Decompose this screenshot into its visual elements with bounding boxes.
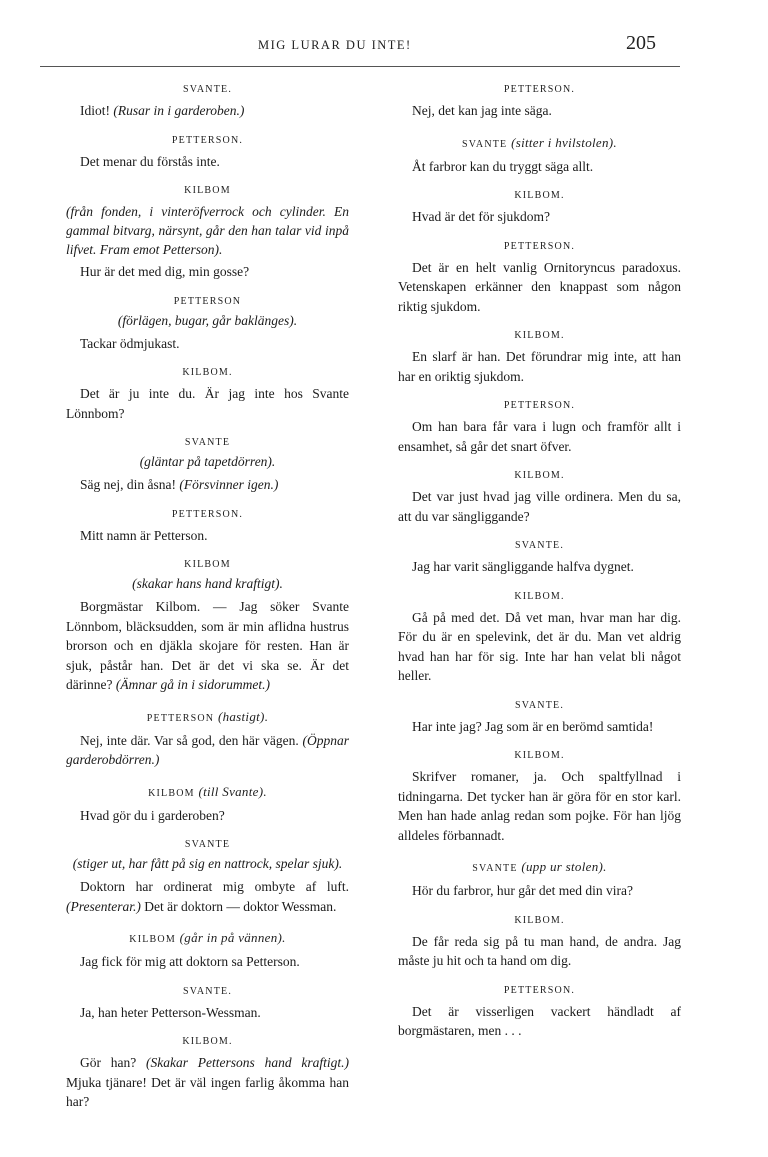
dialogue-line	[398, 417, 681, 456]
speaker-name	[398, 700, 681, 711]
dialogue-block	[66, 930, 349, 972]
speaker-label: SVANTE	[184, 839, 231, 850]
speaker-name	[398, 591, 681, 602]
dialogue-text: Tackar ödmjukast.	[80, 335, 180, 351]
stage-direction: (stiger ut, har fått på sig en nattrock, spelar sjuk).	[72, 856, 343, 871]
speaker-label: PETTERSON.	[503, 240, 576, 252]
stage-direction: (förlägen, bugar, går baklänges).	[117, 312, 298, 328]
dialogue-line	[398, 608, 681, 686]
dialogue-text-continued: Mjuka tjänare! Det är väl ingen farlig åkomma han har?	[66, 1074, 349, 1109]
speaker-label: KILBOM.	[514, 470, 565, 481]
inline-stage-direction: (Rusar in i garderoben.)	[113, 103, 245, 118]
dialogue-line	[398, 347, 681, 386]
speaker-label: SVANTE.	[514, 540, 565, 551]
speaker-stage-direction: (till Svante).	[198, 783, 267, 799]
speaker-name	[398, 750, 681, 761]
dialogue-block	[66, 135, 349, 172]
right-column	[398, 84, 681, 1055]
dialogue-block	[66, 509, 349, 546]
speaker-name	[398, 540, 681, 551]
speaker-label: KILBOM.	[182, 367, 233, 378]
dialogue-line	[66, 806, 349, 826]
dialogue-text: Ja, han heter Petterson-Wessman.	[80, 1004, 261, 1020]
dialogue-line	[398, 717, 681, 737]
page-number: 205	[626, 32, 656, 54]
speaker-stage-direction: (upp ur stolen).	[521, 859, 607, 874]
inline-stage-direction: (Presenterar.)	[66, 898, 141, 914]
speaker-name	[398, 915, 681, 926]
speaker-name	[66, 509, 349, 520]
dialogue-text-continued: Det är doktorn — doktor Wessman.	[144, 898, 337, 914]
speaker-label: KILBOM	[129, 934, 176, 945]
speaker-label: SVANTE	[472, 863, 518, 874]
dialogue-block	[66, 437, 349, 495]
speaker-label: SVANTE	[462, 138, 508, 150]
speaker-label: PETTERSON	[173, 295, 242, 307]
dialogue-text: Gå på med det. Då vet man, hvar man har dig. För du är en spelevink, det är du. Man vet aldrig hvad han har för sig. Inte har han velat bli något heller.	[398, 609, 681, 683]
speaker-name	[398, 470, 681, 481]
speaker-name	[66, 367, 349, 378]
speaker-label: SVANTE	[184, 437, 231, 448]
speaker-name	[66, 296, 349, 307]
dialogue-line	[398, 767, 681, 845]
dialogue-text: Har inte jag? Jag som är en berömd samtida!	[412, 718, 654, 734]
dialogue-line	[398, 1002, 681, 1041]
dialogue-line	[66, 952, 349, 972]
speaker-name	[398, 400, 681, 411]
speaker-name	[398, 190, 681, 201]
dialogue-text: Det är en helt vanlig Ornitoryncus paradoxus. Vetenskapen erkänner den knappast som någon riktig sjukdom.	[398, 259, 681, 314]
dialogue-line	[66, 1053, 349, 1112]
speaker-label: PETTERSON.	[503, 400, 576, 411]
speaker-name	[398, 985, 681, 996]
speaker-stage-direction: (går in på vännen).	[179, 930, 286, 945]
dialogue-block	[66, 185, 349, 282]
dialogue-line	[398, 881, 681, 901]
dialogue-block	[66, 84, 349, 121]
speaker-label: KILBOM	[148, 787, 195, 799]
dialogue-text: Gör han?	[80, 1055, 137, 1070]
dialogue-text: Hör du farbror, hur går det med din vira?	[412, 883, 634, 898]
dialogue-line	[398, 258, 681, 317]
dialogue-line	[398, 101, 681, 121]
speaker-label: KILBOM.	[514, 190, 565, 201]
speaker-name	[398, 330, 681, 341]
dialogue-text: Hvad gör du i garderoben?	[80, 807, 225, 823]
speaker-name	[66, 784, 349, 800]
dialogue-block	[398, 591, 681, 686]
speaker-label: KILBOM.	[514, 330, 565, 341]
dialogue-block	[398, 859, 681, 901]
speaker-name	[398, 84, 681, 95]
dialogue-line	[398, 932, 681, 971]
speaker-label: SVANTE.	[182, 84, 233, 95]
dialogue-line	[398, 207, 681, 227]
dialogue-line	[398, 557, 681, 577]
dialogue-text: Nej, det kan jag inte säga.	[412, 103, 552, 118]
inline-stage-direction: (Försvinner igen.)	[179, 477, 279, 492]
speaker-label: PETTERSON	[146, 712, 215, 724]
dialogue-line	[398, 487, 681, 526]
dialogue-text: Säg nej, din åsna!	[80, 477, 176, 492]
dialogue-text: Åt farbror kan du tryggt säga allt.	[412, 158, 594, 174]
dialogue-line	[66, 475, 349, 495]
dialogue-block	[66, 986, 349, 1023]
inline-stage-direction: (Öppnar garderobdörren.)	[66, 732, 350, 767]
speaker-label: PETTERSON.	[503, 84, 576, 95]
dialogue-line	[66, 526, 349, 546]
speaker-name	[398, 241, 681, 252]
dialogue-text: En slarf är han. Det förundrar mig inte, att han har en oriktig sjukdom.	[398, 349, 681, 384]
dialogue-block	[398, 190, 681, 227]
stage-direction: (gläntar på tapetdörren).	[139, 454, 276, 469]
speaker-name	[66, 839, 349, 850]
dialogue-block	[398, 470, 681, 526]
dialogue-text: Det är ju inte du. Är jag inte hos Svante Lönnbom?	[66, 386, 349, 421]
dialogue-text: De får reda sig på tu man hand, de andra. Jag måste ju hit och ta hand om dig.	[398, 933, 681, 968]
dialogue-block	[398, 241, 681, 317]
dialogue-line	[66, 152, 349, 172]
dialogue-block	[398, 135, 681, 177]
dialogue-line	[66, 877, 349, 916]
speaker-label: SVANTE.	[182, 985, 233, 997]
dialogue-block	[66, 839, 349, 916]
dialogue-text: Skrifver romaner, ja. Och spaltfyllnad i tidningarna. Det tycker han är göra för en stor karl. Men han hade anlag redan som pojke. För han ljög alldeles förbannadt.	[398, 769, 681, 843]
speaker-label: KILBOM.	[182, 1036, 233, 1047]
speaker-label: PETTERSON.	[171, 134, 244, 146]
dialogue-block	[398, 915, 681, 971]
speaker-label: KILBOM.	[514, 914, 565, 926]
speaker-name	[66, 709, 349, 725]
dialogue-line	[398, 157, 681, 177]
dialogue-line	[66, 1003, 349, 1023]
speaker-name	[66, 986, 349, 997]
dialogue-block	[66, 1036, 349, 1112]
speaker-name	[66, 559, 349, 570]
dialogue-block	[398, 540, 681, 577]
stage-direction: (skakar hans hand kraftigt).	[132, 576, 283, 591]
dialogue-text: Borgmästar Kilbom. — Jag söker Svante Lönnbom, bläcksudden, som är min aflidna hustrus brorson och en djäkla skojare för resten. Han är sjuk, påstår han. Det är det vi ska se. Är det därinne?	[66, 599, 349, 692]
speaker-name	[66, 437, 349, 448]
header-rule	[40, 66, 680, 67]
speaker-stage-direction: (sitter i hvilstolen).	[511, 134, 617, 150]
speaker-name	[66, 135, 349, 146]
dialogue-text: Mitt namn är Petterson.	[80, 527, 208, 543]
dialogue-text: Det menar du förstås inte.	[80, 153, 220, 169]
speaker-name	[398, 135, 681, 151]
inline-stage-direction: (Ämnar gå in i sidorummet.)	[115, 677, 270, 692]
dialogue-block	[398, 985, 681, 1041]
left-column	[66, 84, 349, 1126]
dialogue-text: Jag har varit sängliggande halfva dygnet.	[412, 559, 634, 574]
dialogue-text: Doktorn har ordinerat mig ombyte af luft.	[80, 879, 349, 894]
dialogue-text: Hur är det med dig, min gosse?	[80, 264, 250, 279]
dialogue-line	[66, 334, 349, 354]
dialogue-block	[66, 709, 349, 770]
speaker-label: KILBOM.	[514, 590, 565, 602]
dialogue-block	[398, 700, 681, 737]
dialogue-text: Om han bara får vara i lugn och framför allt i ensamhet, så går det snart öfver.	[398, 419, 681, 454]
speaker-label: KILBOM	[184, 185, 231, 196]
dialogue-line	[66, 384, 349, 423]
speaker-name	[398, 859, 681, 875]
dialogue-line	[66, 262, 349, 282]
inline-stage-direction: (Skakar Pettersons hand kraftigt.)	[146, 1055, 349, 1070]
speaker-name	[66, 84, 349, 95]
dialogue-text: Det är visserligen vackert händladt af borgmästaren, men . . .	[398, 1003, 681, 1038]
dialogue-line	[66, 597, 349, 695]
dialogue-block	[398, 330, 681, 386]
stage-direction: (från fonden, i vinteröfverrock och cylinder. En gammal bitvarg, närsynt, går den han talar vid inpå lifvet. Fram emot Petterson).	[66, 204, 349, 257]
speaker-label: PETTERSON.	[503, 984, 576, 996]
dialogue-line	[66, 101, 349, 121]
dialogue-text: Hvad är det för sjukdom?	[412, 209, 550, 224]
speaker-name	[66, 185, 349, 196]
dialogue-block	[66, 296, 349, 354]
speaker-label: PETTERSON.	[171, 508, 244, 520]
dialogue-block	[398, 750, 681, 845]
running-title: MIG LURAR DU INTE!	[258, 38, 412, 52]
speaker-label: KILBOM	[184, 559, 231, 570]
speaker-stage-direction: (hastigt).	[217, 708, 269, 724]
dialogue-block	[398, 84, 681, 121]
dialogue-block	[398, 400, 681, 456]
dialogue-text: Jag fick för mig att doktorn sa Petterson.	[80, 954, 300, 969]
speaker-name	[66, 1036, 349, 1047]
speaker-name	[66, 930, 349, 946]
speaker-label: SVANTE.	[514, 699, 565, 711]
dialogue-block	[66, 367, 349, 423]
dialogue-text: Idiot!	[80, 103, 110, 118]
dialogue-text: Nej, inte där. Var så god, den här vägen.	[80, 732, 299, 748]
dialogue-line	[66, 731, 349, 770]
dialogue-block	[66, 784, 349, 826]
speaker-label: KILBOM.	[514, 750, 565, 761]
dialogue-block	[66, 559, 349, 695]
dialogue-text: Det var just hvad jag ville ordinera. Men du sa, att du var sängliggande?	[398, 489, 681, 524]
